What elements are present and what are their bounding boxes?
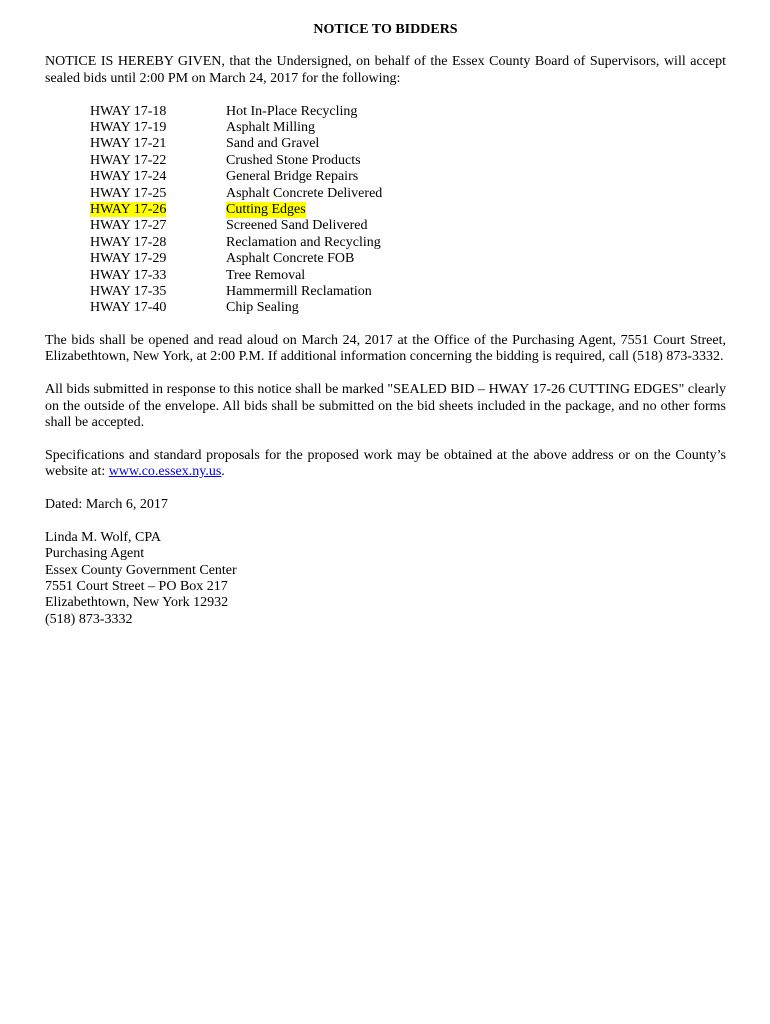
county-website-link[interactable]: www.co.essex.ny.us bbox=[108, 464, 222, 480]
list-item bbox=[90, 169, 726, 185]
highlighted-description: Cutting Edges bbox=[226, 201, 306, 217]
item-description: Tree Removal bbox=[226, 267, 306, 283]
signer-organization: Essex County Government Center bbox=[45, 562, 237, 578]
item-code: HWAY 17-18 bbox=[90, 103, 167, 119]
item-code: HWAY 17-29 bbox=[90, 251, 167, 267]
item-code: HWAY 17-24 bbox=[90, 169, 167, 185]
item-code: HWAY 17-27 bbox=[90, 218, 167, 234]
item-description: Hammermill Reclamation bbox=[226, 283, 372, 299]
item-code bbox=[90, 202, 226, 218]
signer-role: Purchasing Agent bbox=[45, 546, 145, 562]
item-code: HWAY 17-35 bbox=[90, 283, 167, 299]
item-code: HWAY 17-28 bbox=[90, 234, 167, 250]
item-code: HWAY 17-40 bbox=[90, 300, 167, 316]
list-item bbox=[90, 153, 726, 169]
list-item bbox=[90, 120, 726, 136]
item-code: HWAY 17-22 bbox=[90, 152, 167, 168]
bid-items-list bbox=[90, 104, 726, 317]
list-item bbox=[90, 104, 726, 120]
item-description: Sand and Gravel bbox=[226, 136, 320, 152]
list-item bbox=[90, 300, 726, 316]
item-description: General Bridge Repairs bbox=[226, 169, 359, 185]
item-description: Asphalt Concrete FOB bbox=[226, 251, 355, 267]
list-item-highlighted bbox=[90, 202, 726, 218]
highlighted-code: HWAY 17-26 bbox=[90, 201, 167, 217]
signer-address-line1: 7551 Court Street – PO Box 217 bbox=[45, 579, 228, 595]
signer-address-line2: Elizabethtown, New York 12932 bbox=[45, 595, 229, 611]
list-item bbox=[90, 251, 726, 267]
signer-phone: (518) 873-3332 bbox=[45, 611, 133, 627]
page-title: NOTICE TO BIDDERS bbox=[313, 22, 458, 37]
item-code: HWAY 17-33 bbox=[90, 267, 167, 283]
item-description: Chip Sealing bbox=[226, 300, 299, 316]
list-item bbox=[90, 268, 726, 284]
item-description: Crushed Stone Products bbox=[226, 152, 361, 168]
list-item bbox=[90, 186, 726, 202]
list-item bbox=[90, 218, 726, 234]
opening-paragraph: The bids shall be opened and read aloud on March 24, 2017 at the Office of the Purchasing Agent, 7551 Court Street, Elizabethtown, New York, at 2:00 P.M. If additional information concerning the bidding is required, call (518) 873-3332. bbox=[45, 333, 726, 365]
notice-document bbox=[45, 22, 726, 628]
item-description: Asphalt Concrete Delivered bbox=[226, 185, 383, 201]
intro-paragraph: NOTICE IS HEREBY GIVEN, that the Undersigned, on behalf of the Essex County Board of Supervisors, will accept sealed bids until 2:00 PM on March 24, 2017 for the following: bbox=[45, 54, 726, 86]
specs-paragraph bbox=[45, 448, 726, 481]
item-code: HWAY 17-25 bbox=[90, 185, 167, 201]
item-code: HWAY 17-19 bbox=[90, 120, 167, 135]
marking-paragraph: All bids submitted in response to this notice shall be marked "SEALED BID – HWAY 17-26 CUTTING EDGES" clearly on the outside of the envelope. All bids shall be submitted on the bid sheets included in the package, and no other forms shall be accepted. bbox=[45, 382, 726, 431]
list-item bbox=[90, 284, 726, 300]
list-item bbox=[90, 235, 726, 251]
signature-block bbox=[45, 530, 726, 628]
item-description: Screened Sand Delivered bbox=[226, 218, 368, 234]
list-item bbox=[90, 136, 726, 152]
item-description: Reclamation and Recycling bbox=[226, 234, 381, 250]
item-code: HWAY 17-21 bbox=[90, 136, 167, 152]
signer-name: Linda M. Wolf, CPA bbox=[45, 529, 161, 545]
item-description: Hot In-Place Recycling bbox=[226, 103, 358, 119]
dated-line: Dated: March 6, 2017 bbox=[45, 497, 168, 513]
item-description: Asphalt Milling bbox=[226, 120, 316, 135]
specs-end: . bbox=[221, 464, 225, 480]
specs-text: Specifications and standard proposals for the proposed work may be obtained at the above address or on the County’s website at: bbox=[45, 447, 726, 480]
